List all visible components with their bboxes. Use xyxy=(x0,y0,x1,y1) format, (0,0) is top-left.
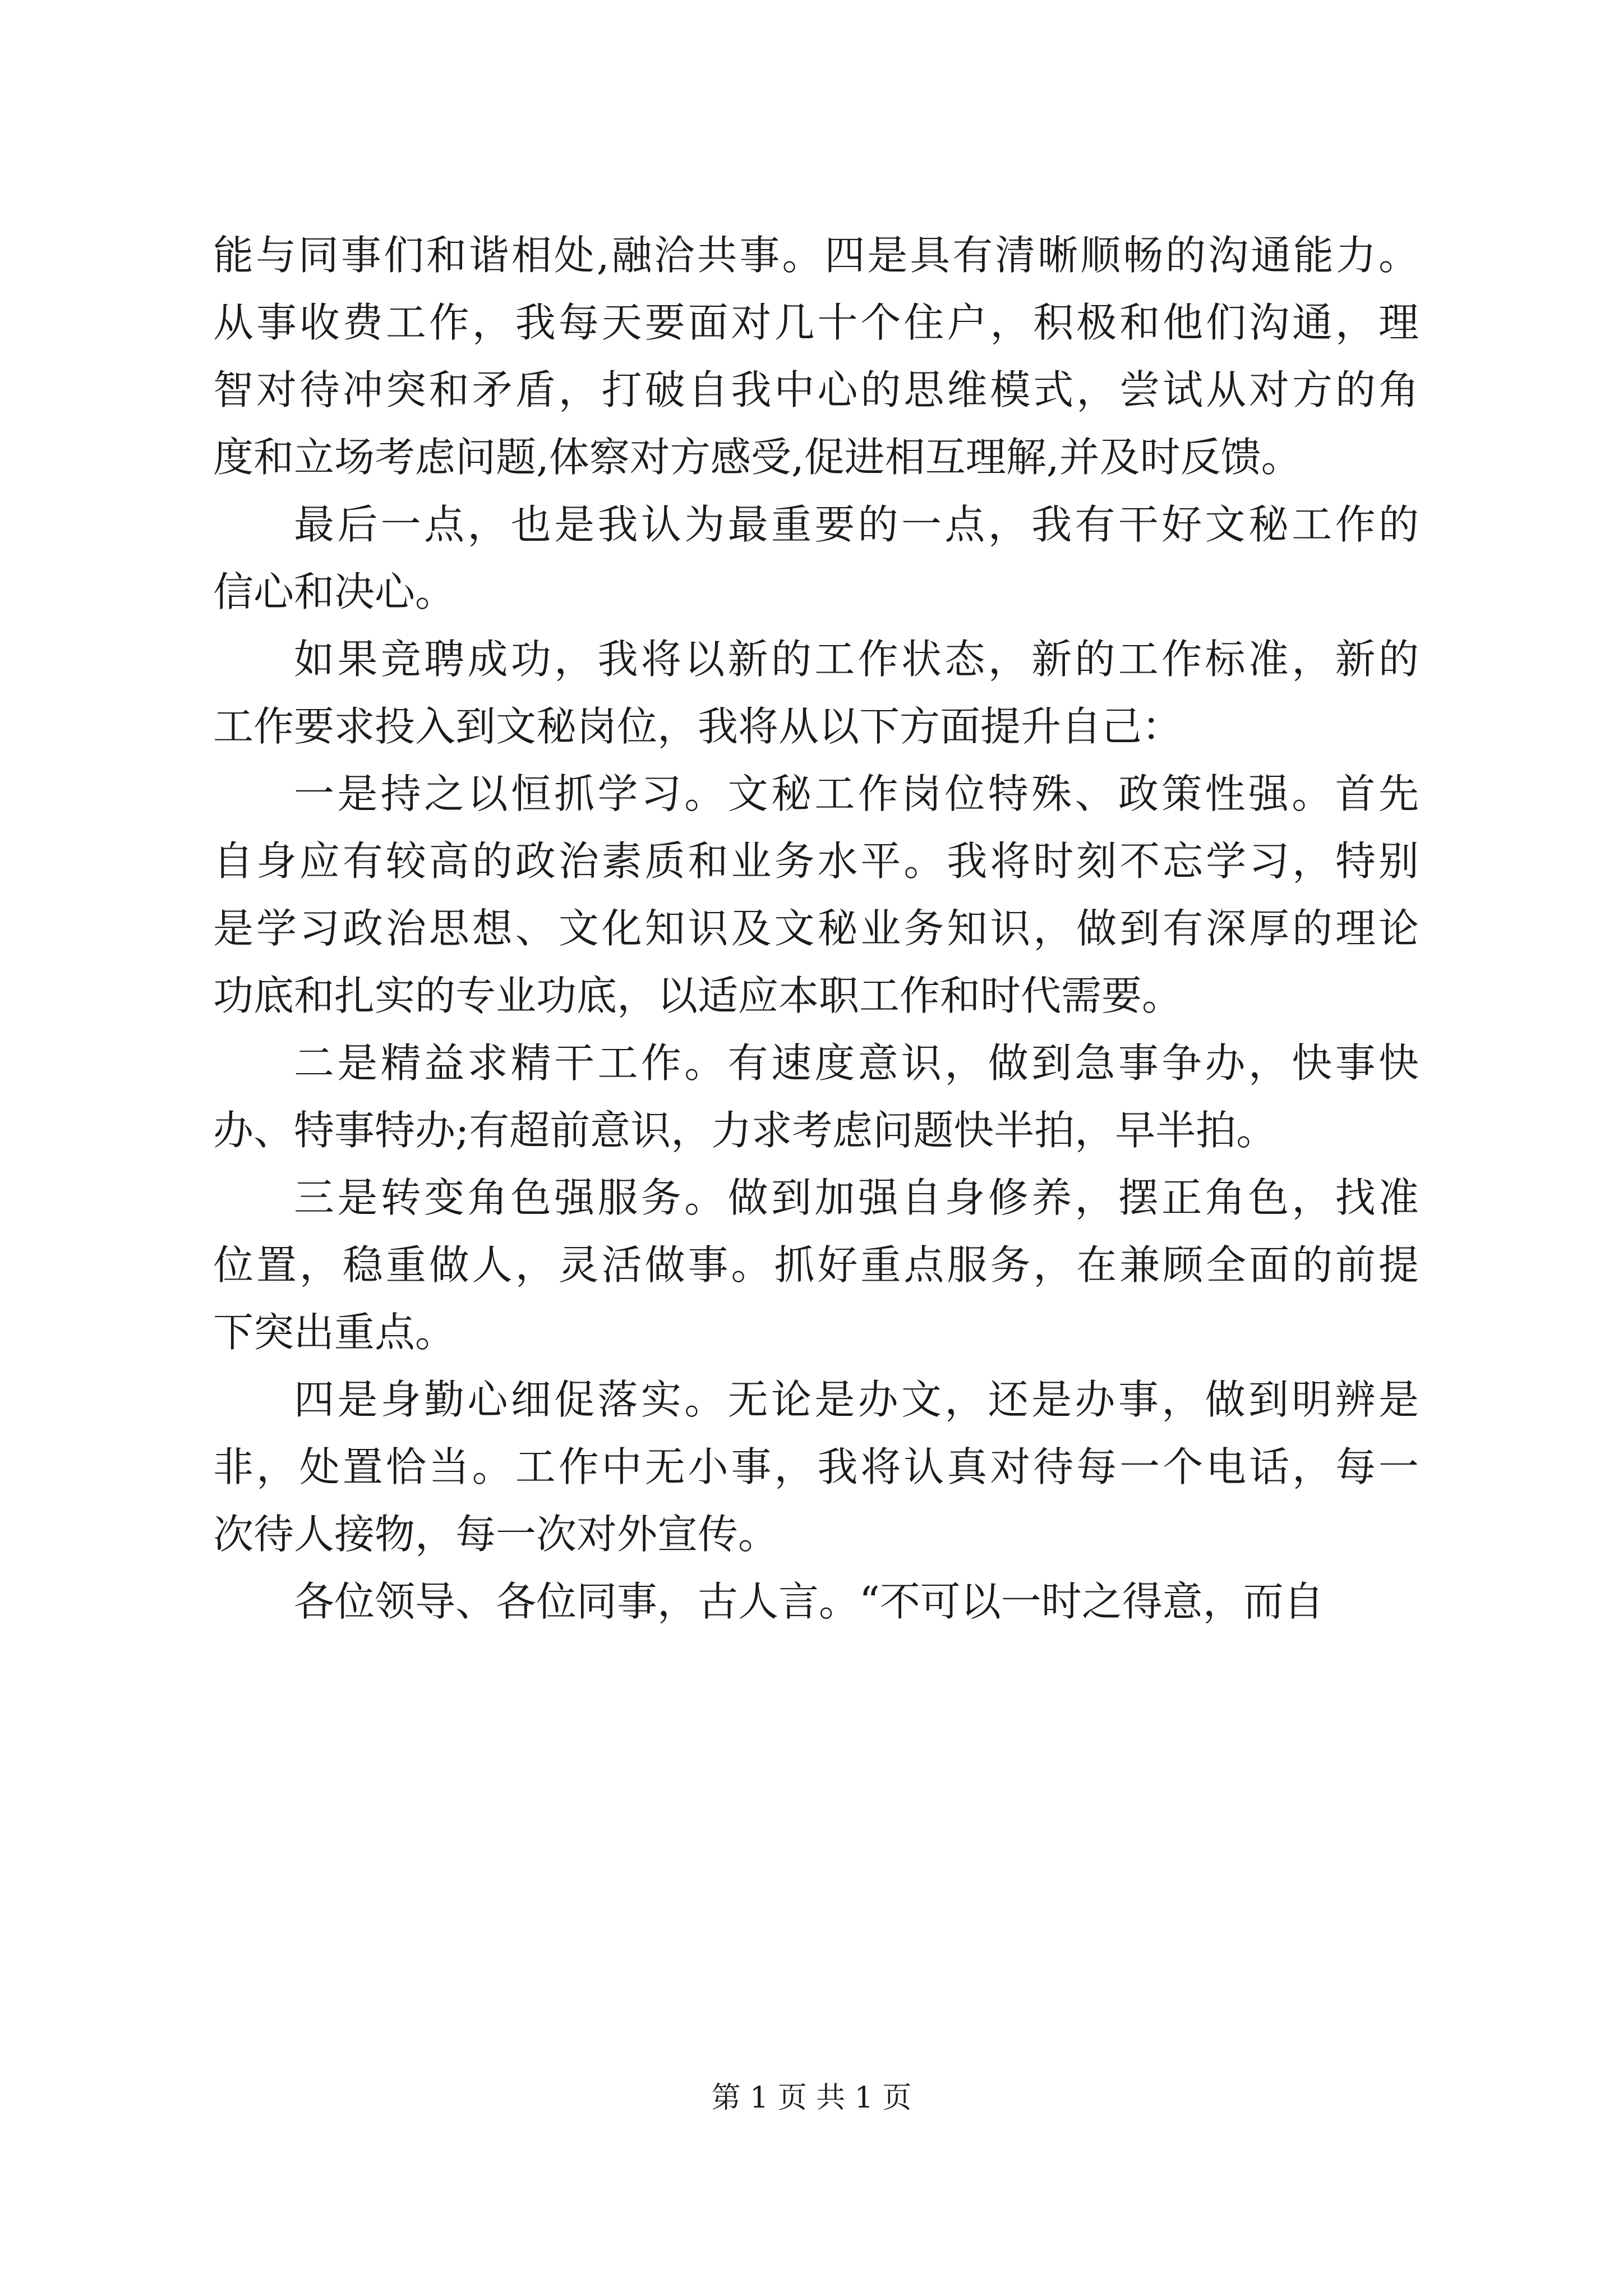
paragraph-line: 非，处置恰当。工作中无小事，我将认真对待每一个电话，每一 xyxy=(213,1443,1419,1490)
paragraph-line: 四是身勤心细促落实。无论是办文，还是办事，做到明辨是 xyxy=(294,1376,1419,1423)
paragraph-line: 如果竞聘成功，我将以新的工作状态，新的工作标准，新的 xyxy=(294,636,1419,683)
paragraph-line: 能与同事们和谐相处,融洽共事。四是具有清晰顺畅的沟通能力。 xyxy=(213,232,1419,279)
page-footer: 第 1 页 共 1 页 xyxy=(711,2081,912,2115)
paragraph-line: 下突出重点。 xyxy=(213,1309,456,1356)
paragraph-line: 最后一点，也是我认为最重要的一点，我有干好文秘工作的 xyxy=(294,501,1419,548)
paragraph-line: 度和立场考虑问题,体察对方感受,促进相互理解,并及时反馈。 xyxy=(213,434,1302,481)
paragraph-line: 次待人接物，每一次对外宣传。 xyxy=(213,1511,779,1558)
paragraph-line: 二是精益求精干工作。有速度意识，做到急事争办，快事快 xyxy=(294,1039,1419,1087)
paragraph-line: 一是持之以恒抓学习。文秘工作岗位特殊、政策性强。首先 xyxy=(294,770,1419,817)
paragraph-line: 各位领导、各位同事，古人言。“不可以一时之得意，而自 xyxy=(294,1578,1324,1625)
paragraph-line: 信心和决心。 xyxy=(213,568,456,615)
paragraph-line: 从事收费工作，我每天要面对几十个住户，积极和他们沟通，理 xyxy=(213,299,1419,346)
paragraph-line: 功底和扎实的专业功底，以适应本职工作和时代需要。 xyxy=(213,972,1183,1019)
paragraph-line: 工作要求投入到文秘岗位，我将从以下方面提升自己： xyxy=(213,703,1183,750)
paragraph-line: 三是转变角色强服务。做到加强自身修养，摆正角色，找准 xyxy=(294,1174,1419,1221)
paragraph-line: 自身应有较高的政治素质和业务水平。我将时刻不忘学习，特别 xyxy=(213,838,1419,885)
paragraph-line: 智对待冲突和矛盾，打破自我中心的思维模式，尝试从对方的角 xyxy=(213,366,1419,413)
paragraph-line: 位置，稳重做人，灵活做事。抓好重点服务，在兼顾全面的前提 xyxy=(213,1241,1419,1289)
paragraph-line: 办、特事特办;有超前意识，力求考虑问题快半拍，早半拍。 xyxy=(213,1107,1277,1154)
paragraph-line: 是学习政治思想、文化知识及文秘业务知识，做到有深厚的理论 xyxy=(213,905,1419,952)
